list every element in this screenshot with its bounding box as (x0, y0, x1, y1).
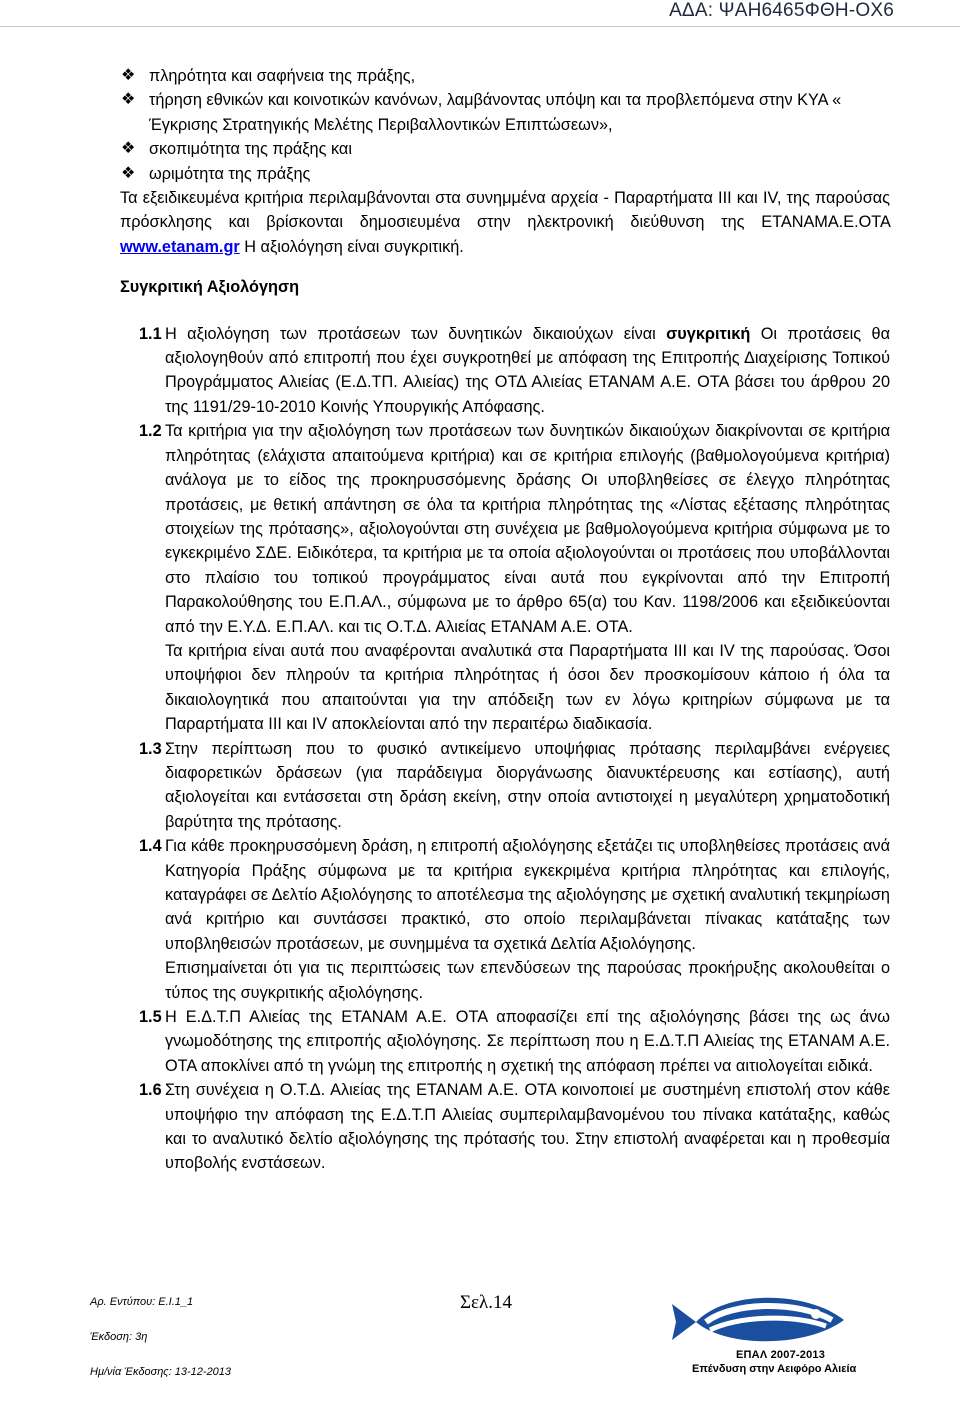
edition-date: Ημ/νία Έκδοσης: 13-12-2013 (90, 1366, 232, 1378)
fish-logo-icon (666, 1286, 886, 1352)
clause-number: 1.5 (139, 1008, 162, 1027)
diamond-bullet-icon: ❖ (121, 140, 136, 158)
section-heading: Συγκριτική Αξιολόγηση (120, 278, 300, 297)
clause-1-4: 1.4 Για κάθε προκηρυσσόμενη δράση, η επιτροπή αξιολόγησης εξετάζει τις υποβληθείσες προτάσεις ανά Κατηγορία Πράξης σύμφωνα με τα κριτήρια εγκεκριμένα κριτήρια πληρότητας και επιλογής, καταγράφει σε Δελτίο Αξιολόγησης το αποτέλεσμα της αξιολόγησης με σχετική αναλυτική τεκμηρίωση ανά κριτήριο και συντάσσει πρακτικό, στο οποίο περιλαμβάνεται πίνακας κατάταξης των υποβληθεισών προτάσεων, με συνημμένα τα σχετικά Δελτία Αξιολόγησης. Επισημαίνεται ότι για τις περιπτώσεις των επενδύσεων της παρούσας προκήρυξης ακολουθείται ο τύπος της συγκριτικής αξιολόγησης. (120, 834, 890, 1005)
list-item: ❖ τήρηση εθνικών και κοινοτικών κανόνων, λαμβάνοντας υπόψη και τα προβλεπόμενα στην ΚΥΑ « Έγκρισης Στρατηγικής Μελέτης Περιβαλλοντικών Επιπτώσεων», (120, 88, 890, 137)
clause-1-6: 1.6 Στη συνέχεια η Ο.Τ.Δ. Αλιείας της ΕΤΑΝΑΜ Α.Ε. ΟΤΑ κοινοποιεί με συστημένη επιστολή στον κάθε υποψήφιο την απόφαση της Ε.Δ.Τ.Π Αλιείας συμπεριλαμβανομένου του πίνακα κατάταξης, καθώς και το αναλυτικό δελτίο αξιολόγησης της πρότασής του. Στην επιστολή αναφέρεται και η προθεσμία υποβολής ενστάσεων. (120, 1078, 890, 1176)
epal-logo (666, 1286, 886, 1410)
header-divider (0, 26, 960, 27)
diamond-bullet-icon: ❖ (121, 91, 136, 109)
clause-1-5: 1.5 Η Ε.Δ.Τ.Π Αλιείας της ΕΤΑΝΑΜ Α.Ε. ΟΤΑ αποφασίζει επί της αξιολόγησης βάσει της ως άνω γνωμοδότησης της επιτροπής αξιολόγησης. Σε περίπτωση που η Ε.Δ.Τ.Π Αλιείας της ΕΤΑΝΑΜ Α.Ε. ΟΤΑ αποκλίνει από τη γνώμη της επιτροπής η σχετική της απόφαση πρέπει να αιτιολογείται ειδικά. (120, 1005, 890, 1078)
list-item: ❖ ωριμότητα της πράξης (120, 162, 890, 186)
list-item: ❖ σκοπιμότητα της πράξης και (120, 137, 890, 161)
criteria-bullet-list (120, 64, 890, 186)
criteria-paragraph: Τα εξειδικευμένα κριτήρια περιλαμβάνονται στα συνημμένα αρχεία - Παραρτήματα ΙΙΙ και ΙV, της παρούσας πρόσκλησης και βρίσκονται δημοσιευμένα στην ηλεκτρονική διεύθυνση της ΕΤΑΝΑΜΑ.Ε.ΟΤΑ www.etanam.gr Η αξιολόγηση είναι συγκριτική. (120, 189, 890, 256)
form-number: Αρ. Εντύπου: Ε.Ι.1_1 (90, 1296, 194, 1308)
emphasis-text: συγκριτική (666, 324, 751, 343)
clause-number: 1.1 (139, 324, 162, 343)
clause-number: 1.3 (139, 739, 162, 758)
clause-1-1: 1.1 Η αξιολόγηση των προτάσεων των δυνητικών δικαιούχων είναι συγκριτική Οι προτάσεις θα αξιολογηθούν από επιτροπή που έχει συγκροτηθεί με απόφαση της Επιτροπής Διαχείρισης Τοπικού Προγράμματος Αλιείας (Ε.Δ.ΤΠ. Αλιείας) της ΟΤΔ Αλιείας ΕΤΑΝΑΜ Α.Ε. ΟΤΑ βάσει του άρθρου 20 της 1191/29-10-2010 Κοινής Υπουργικής Απόφασης. (120, 322, 890, 420)
page-footer (0, 1286, 960, 1410)
form-metadata (90, 1292, 231, 1397)
edition: Έκδοση: 3η (90, 1331, 148, 1343)
ada-code: ΑΔΑ: ΨΑΗ6465ΦΘΗ-ΟΧ6 (669, 0, 894, 21)
logo-title: ΕΠΑΛ 2007-2013 (736, 1349, 826, 1361)
list-item: ❖ πληρότητα και σαφήνεια της πράξης, (120, 64, 890, 88)
etanam-website-link[interactable]: www.etanam.gr (120, 237, 240, 256)
page-number: Σελ.14 (460, 1292, 512, 1313)
diamond-bullet-icon: ❖ (121, 164, 136, 182)
diamond-bullet-icon: ❖ (121, 67, 136, 84)
clause-number: 1.4 (139, 837, 162, 856)
logo-subtitle: Επένδυση στην Αειφόρο Αλιεία (692, 1363, 857, 1375)
clause-number: 1.6 (139, 1081, 162, 1100)
clause-1-2: 1.2 Τα κριτήρια για την αξιολόγηση των προτάσεων των δυνητικών δικαιούχων διακρίνονται σε κριτήρια πληρότητας (ελάχιστα απαιτούμενα κριτήρια) και σε κριτήρια επιλογής (βαθμολογούμενα κριτήρια) ανάλογα με το είδος της προκηρυσσόμενης δράσης Οι υποβληθείσες σε έλεγχο πληρότητας προτάσεις, με θετική απάντηση σε όλα τα κριτήρια πληρότητας της «Λίστας εξέτασης πληρότητας στοιχείων της πρότασης», αξιολογούνται στη συνέχεια με βαθμολογούμενα κριτήρια σύμφωνα με το εγκεκριμένο ΣΔΕ. Ειδικότερα, τα κριτήρια με τα οποία αξιολογούνται οι προτάσεις που υποβάλλονται στο πλαίσιο του τοπικού προγράμματος είναι αυτά που εγκρίνονται από την Επιτροπή Παρακολούθησης του Ε.Π.ΑΛ., σύμφωνα με το άρθρο 65(α) του Καν. 1198/2006 και εξειδικεύονται από την Ε.Υ.Δ. Ε.Π.ΑΛ. και τις Ο.Τ.Δ. Αλιείας ΕΤΑΝΑΜ Α.Ε. ΟΤΑ. Τα κριτήρια είναι αυτά που αναφέρονται αναλυτικά στα Παραρτήματα ΙΙΙ και ΙV της παρούσας. Όσοι υποψήφιοι δεν πληρούν τα κριτήρια πληρότητας ή όσοι δεν προσκομίσουν κάποιο ή όλα τα δικαιολογητικά που απαιτούνται για την απόδειξη των εν λόγω κριτηρίων σύμφωνα με τα Παραρτήματα ΙΙΙ και ΙV αποκλείονται από την περαιτέρω διαδικασία. (120, 419, 890, 736)
document-body (120, 64, 890, 1176)
clause-number: 1.2 (139, 422, 162, 441)
clause-1-3: 1.3 Στην περίπτωση που το φυσικό αντικείμενο υποψήφιας πρότασης περιλαμβάνει ενέργειες διαφορετικών δράσεων (για παράδειγμα διοργάνωσης διανυκτέρευσης και εστίασης), αυτή αξιολογείται και εντάσσεται στη δράση εκείνη, στην οποία αντιστοιχεί η μεγαλύτερη χρηματοδοτική βαρύτητα της πρότασης. (120, 737, 890, 835)
